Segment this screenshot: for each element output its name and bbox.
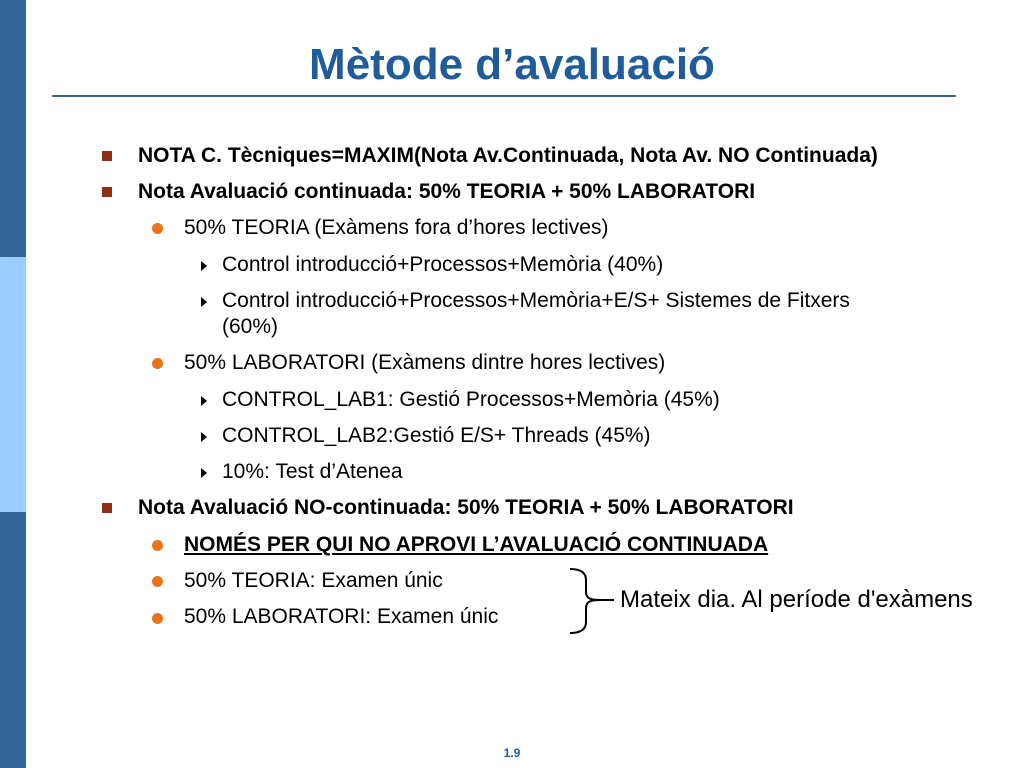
dot-bullet-icon [152,358,163,369]
list-item: NOMÉS PER QUI NO APROVI L’AVALUACIÓ CONTINUADA [184,533,769,556]
list-item: CONTROL_LAB2:Gestió E/S+ Threads (45%) [222,424,651,447]
arrow-bullet-icon [201,297,207,307]
list-item: 50% TEORIA (Exàmens fora d’hores lectives) [184,216,609,239]
right-brace-icon [566,566,616,636]
square-bullet-icon [102,503,112,513]
list-item: 10%: Test d’Atenea [222,460,403,483]
dot-bullet-icon [152,576,163,587]
arrow-bullet-icon [201,261,207,271]
sidebar-band-middle [0,257,26,512]
list-item: 50% LABORATORI (Exàmens dintre hores lectives) [184,351,666,374]
page-number: 1.9 [503,746,521,760]
arrow-bullet-icon [201,468,207,478]
brace-note: Mateix dia. Al període d'exàmens [620,586,973,613]
slide-title: Mètode d’avaluació [309,40,715,89]
list-item-continuation: (60%) [222,315,279,338]
list-item: Control introducció+Processos+Memòria (40%) [222,253,664,276]
list-item: NOTA C. Tècniques=MAXIM(Nota Av.Continuada, Nota Av. NO Continuada) [138,144,878,167]
list-item: 50% LABORATORI: Examen únic [184,605,499,628]
list-item: CONTROL_LAB1: Gestió Processos+Memòria (45%) [222,388,720,411]
dot-bullet-icon [152,223,163,234]
dot-bullet-icon [152,613,163,624]
list-item: 50% TEORIA: Examen únic [184,569,443,592]
sidebar-band-bottom [0,512,26,768]
dot-bullet-icon [152,540,163,551]
list-item: Nota Avaluació NO-continuada: 50% TEORIA + 50% LABORATORI [138,496,794,519]
square-bullet-icon [102,151,112,161]
arrow-bullet-icon [201,432,207,442]
arrow-bullet-icon [201,396,207,406]
square-bullet-icon [102,187,112,197]
list-item: Nota Avaluació continuada: 50% TEORIA + 50% LABORATORI [138,180,756,203]
list-item: Control introducció+Processos+Memòria+E/S+ Sistemes de Fitxers [222,289,850,312]
title-underline [52,95,956,97]
